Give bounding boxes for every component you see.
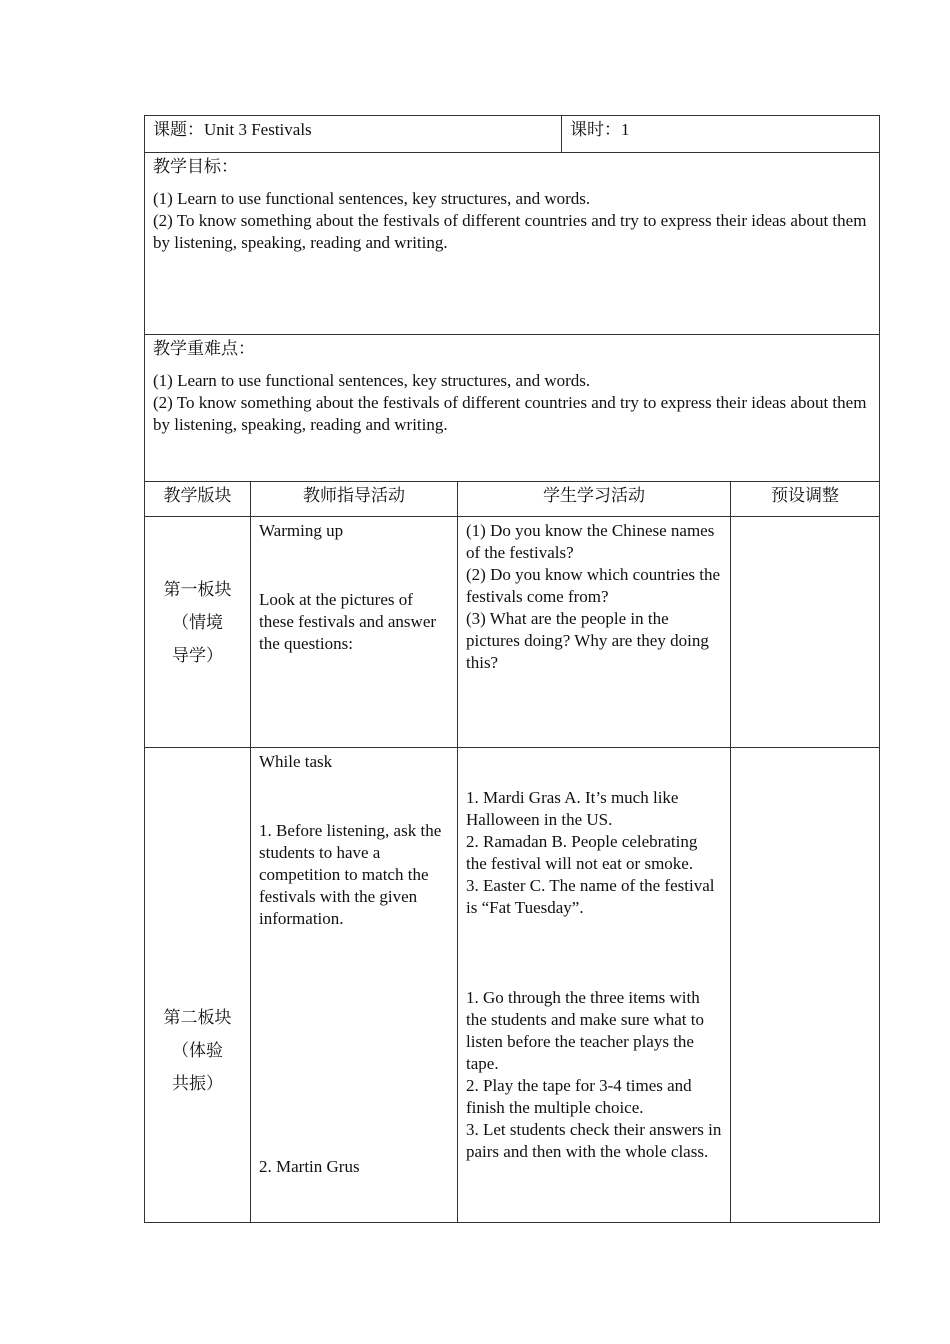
block2-teacher-cell (251, 748, 458, 1223)
key-points-cell (145, 335, 880, 482)
block2-teacher-step: 2. Martin Grus (259, 1157, 360, 1176)
block2-listen-step: 1. Go through the three items with the students and make sure what to listen before the teacher plays the tape. (466, 988, 704, 1073)
column-header: 学生学习活动 (458, 482, 731, 517)
objective-item: (2) To know something about the festivals of different countries and try to express their ideas about them by listening, speaking, reading and writing. (153, 211, 867, 252)
title-row (145, 116, 880, 153)
lesson-plan-table (144, 115, 880, 1223)
key-points-heading: 教学重难点： (153, 339, 255, 358)
block1-adjust-cell (731, 517, 880, 748)
block2-listen-step: 2. Play the tape for 3-4 times and finish the multiple choice. (466, 1076, 692, 1117)
block1-name-line: 导学） (172, 645, 223, 665)
block1-teacher-heading: Warming up (259, 521, 344, 540)
key-point-item: (1) Learn to use functional sentences, key structures, and words. (153, 371, 591, 390)
block2-teacher-heading: While task (259, 752, 333, 771)
block1-row (145, 517, 880, 748)
block1-student-question: (3) What are the people in the pictures doing? Why are they doing this? (466, 609, 709, 672)
column-header-row (145, 482, 880, 517)
topic-value: Unit 3 Festivals (204, 120, 312, 139)
block2-adjust-cell (731, 748, 880, 1223)
block1-student-cell (458, 517, 731, 748)
block2-student-cell (458, 748, 731, 1223)
block1-name-cell (145, 517, 251, 748)
block1-student-question: (2) Do you know which countries the festivals come from? (466, 565, 721, 606)
block1-teacher-cell (251, 517, 458, 748)
period-cell (562, 116, 880, 153)
column-header: 教学版块 (145, 482, 251, 517)
period-value: 1 (621, 120, 630, 139)
block1-name-line: （情境 (172, 612, 223, 632)
objectives-row (145, 153, 880, 335)
block2-name-line: 共振） (172, 1073, 223, 1093)
block2-row (145, 748, 880, 1223)
period-label: 课时： (570, 120, 622, 139)
column-header: 预设调整 (731, 482, 880, 517)
block2-match-item: 2. Ramadan B. People celebrating the festival will not eat or smoke. (466, 832, 698, 873)
block2-name-line: （体验 (172, 1040, 223, 1060)
topic-cell (145, 116, 562, 153)
objective-item: (1) Learn to use functional sentences, key structures, and words. (153, 189, 591, 208)
block1-teacher-instruction: Look at the pictures of these festivals and answer the questions: (259, 590, 437, 653)
block2-listen-step: 3. Let students check their answers in pairs and then with the whole class. (466, 1120, 722, 1161)
block2-name-cell (145, 748, 251, 1223)
objectives-heading: 教学目标： (153, 157, 238, 176)
column-header: 教师指导活动 (251, 482, 458, 517)
block2-name-line: 第二板块 (163, 1007, 232, 1027)
key-point-item: (2) To know something about the festivals of different countries and try to express their ideas about them by listening, speaking, reading and writing. (153, 393, 867, 434)
block2-match-item: 3. Easter C. The name of the festival is “Fat Tuesday”. (466, 876, 715, 917)
block1-student-question: (1) Do you know the Chinese names of the festivals? (466, 521, 715, 562)
topic-label: 课题： (153, 120, 204, 139)
block2-teacher-step: 1. Before listening, ask the students to have a competition to match the festivals with the given information. (259, 821, 442, 928)
block1-name-line: 第一板块 (163, 579, 232, 599)
block2-match-item: 1. Mardi Gras A. It’s much like Halloween in the US. (466, 788, 679, 829)
objectives-cell (145, 153, 880, 335)
key-points-row (145, 335, 880, 482)
